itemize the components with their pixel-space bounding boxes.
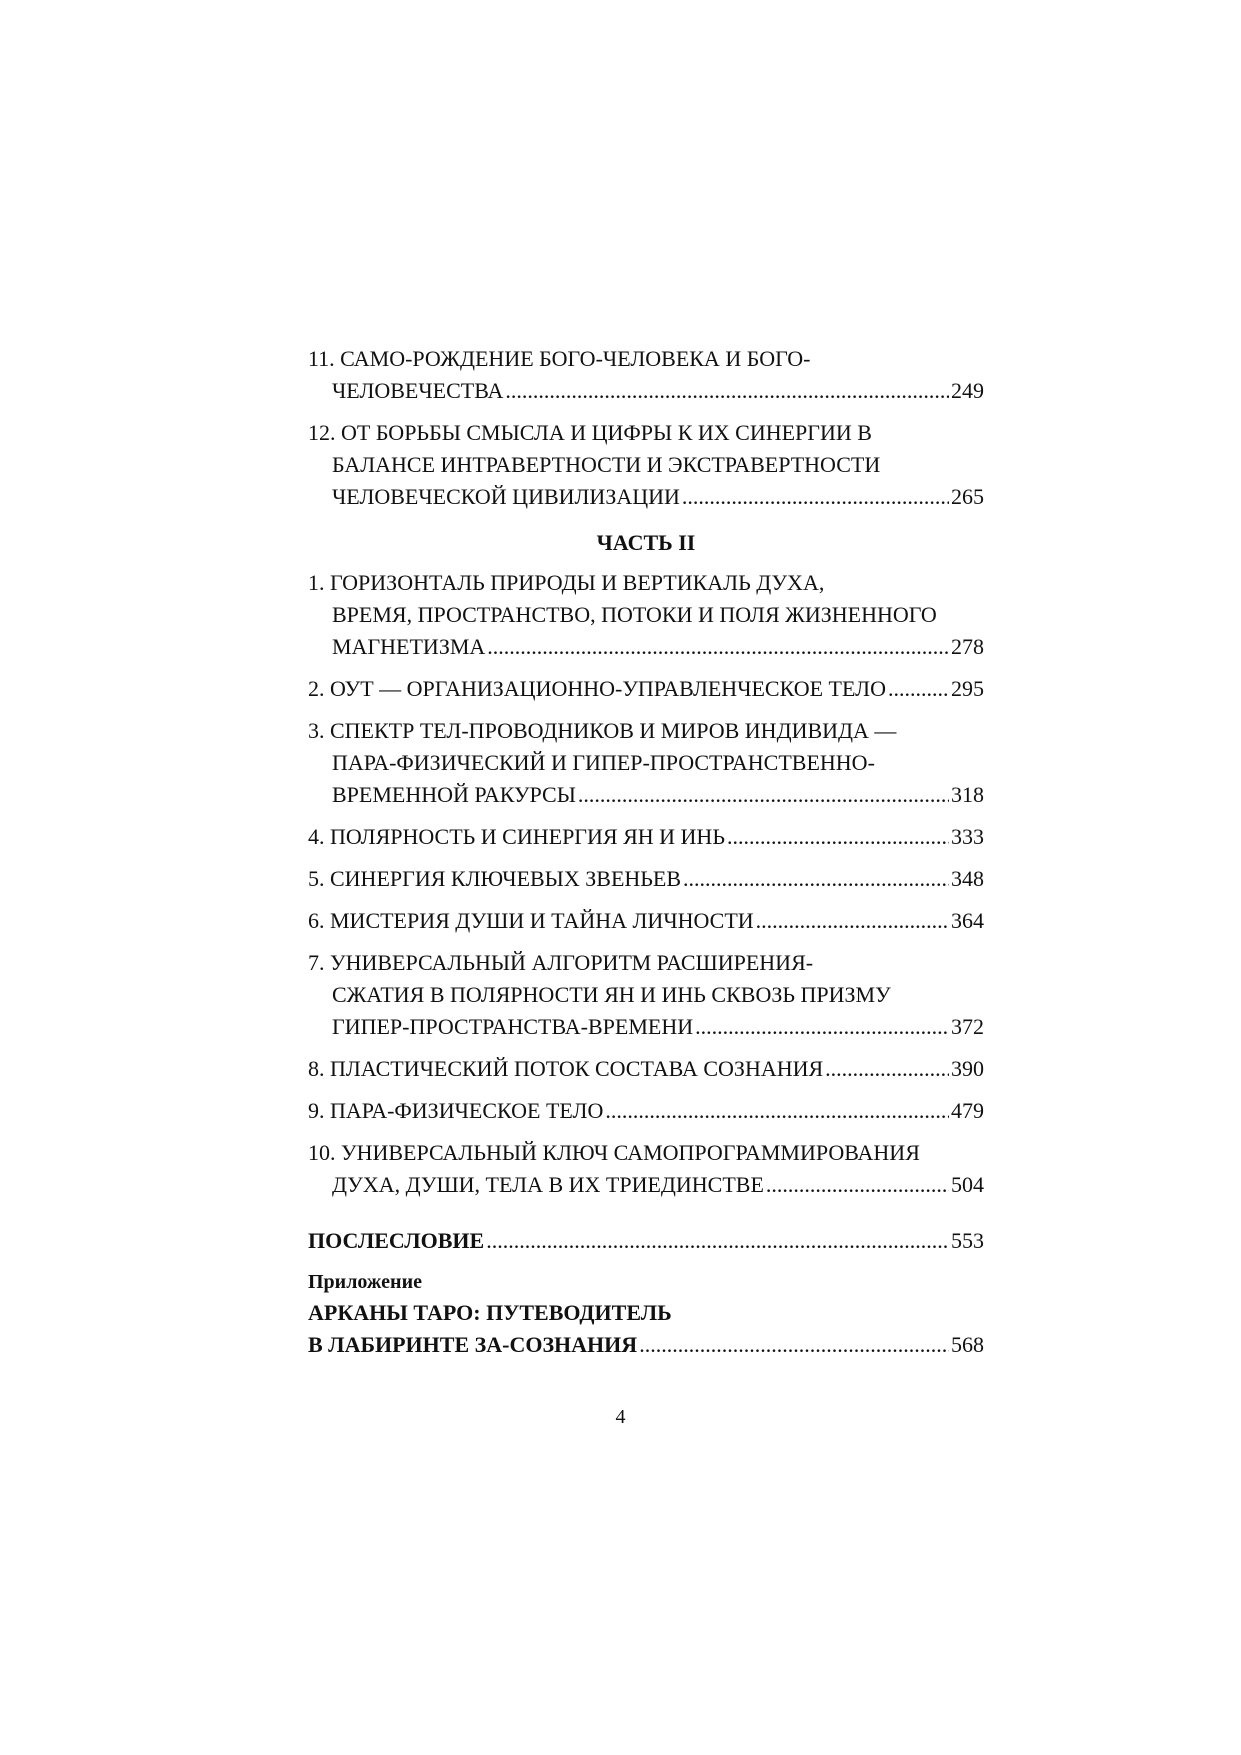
toc-entry-title-end: ЧЕЛОВЕЧЕСКОЙ ЦИВИЛИЗАЦИИ: [332, 484, 680, 509]
toc-entry-final-line: [308, 673, 984, 705]
toc-entry-title-end: ГИПЕР-ПРОСТРАНСТВА-ВРЕМЕНИ: [332, 1014, 694, 1039]
toc-entry[interactable]: [308, 673, 984, 705]
toc-entry-title-end: 4. ПОЛЯРНОСТЬ И СИНЕРГИЯ ЯН И ИНЬ: [308, 824, 725, 849]
toc-entry-line: ПАРА-ФИЗИЧЕСКИЙ И ГИПЕР-ПРОСТРАНСТВЕННО-: [332, 750, 875, 775]
dot-leader: [825, 1053, 949, 1085]
dot-leader: [888, 673, 949, 705]
toc-entry-final-line: [308, 1169, 984, 1201]
toc-entry[interactable]: [308, 1095, 984, 1127]
toc-entry-line: 3. СПЕКТР ТЕЛ-ПРОВОДНИКОВ И МИРОВ ИНДИВИДА —: [308, 718, 897, 743]
dot-leader: [683, 863, 949, 895]
dot-leader: [727, 821, 949, 853]
toc-entry-title-end: ЧЕЛОВЕЧЕСТВА: [332, 378, 504, 403]
dot-leader: [505, 375, 949, 407]
dot-leader: [639, 1329, 949, 1361]
table-of-contents: [308, 343, 984, 1371]
afterword-title: ПОСЛЕСЛОВИЕ: [308, 1228, 485, 1253]
dot-leader: [578, 779, 949, 811]
toc-entry-final-line: [308, 375, 984, 407]
toc-entry[interactable]: [308, 343, 984, 407]
toc-entry-title-end: 9. ПАРА-ФИЗИЧЕСКОЕ ТЕЛО: [308, 1098, 604, 1123]
toc-entry[interactable]: [308, 821, 984, 853]
dot-leader: [487, 631, 949, 663]
toc-entry-line: 10. УНИВЕРСАЛЬНЫЙ КЛЮЧ САМОПРОГРАММИРОВАНИЯ: [308, 1140, 920, 1165]
toc-entry-final-line: [308, 1011, 984, 1043]
toc-entry-line: ВРЕМЯ, ПРОСТРАНСТВО, ПОТОКИ И ПОЛЯ ЖИЗНЕННОГО: [332, 602, 937, 627]
appendix-entry[interactable]: [308, 1267, 984, 1361]
toc-entry-final-line: [308, 1095, 984, 1127]
toc-entry-line: 7. УНИВЕРСАЛЬНЫЙ АЛГОРИТМ РАСШИРЕНИЯ-: [308, 950, 814, 975]
toc-page-number: 348: [951, 866, 984, 891]
part1-tail-list: [308, 343, 984, 513]
toc-page-number: 372: [951, 1014, 984, 1039]
toc-entry-final-line: [308, 821, 984, 853]
toc-page-number: 249: [951, 378, 984, 403]
toc-entry-title-end: 8. ПЛАСТИЧЕСКИЙ ПОТОК СОСТАВА СОЗНАНИЯ: [308, 1056, 824, 1081]
toc-page-number: 265: [951, 484, 984, 509]
toc-entry-line: 11. САМО-РОЖДЕНИЕ БОГО-ЧЕЛОВЕКА И БОГО-: [308, 346, 811, 371]
toc-entry-final-line: [308, 905, 984, 937]
toc-entry-title-end: 5. СИНЕРГИЯ КЛЮЧЕВЫХ ЗВЕНЬЕВ: [308, 866, 682, 891]
toc-entry-final-line: [308, 863, 984, 895]
toc-entry-final-line: [308, 779, 984, 811]
part-heading: ЧАСТЬ II: [596, 530, 696, 555]
toc-entry-final-line: [308, 1329, 984, 1361]
toc-entry-title-end: МАГНЕТИЗМА: [332, 634, 486, 659]
toc-page-number: 504: [951, 1172, 984, 1197]
toc-page-number: 364: [951, 908, 984, 933]
appendix-title-end: В ЛАБИРИНТЕ ЗА-СОЗНАНИЯ: [308, 1332, 638, 1357]
toc-page-number: 390: [951, 1056, 984, 1081]
toc-entry-title-end: ВРЕМЕННОЙ РАКУРСЫ: [332, 782, 576, 807]
toc-page-number: 333: [951, 824, 984, 849]
toc-entry-line: СЖАТИЯ В ПОЛЯРНОСТИ ЯН И ИНЬ СКВОЗЬ ПРИЗМУ: [332, 982, 891, 1007]
toc-page-number: 553: [951, 1228, 984, 1253]
toc-entry-title-end: ДУХА, ДУШИ, ТЕЛА В ИХ ТРИЕДИНСТВЕ: [332, 1172, 764, 1197]
toc-entry[interactable]: [308, 905, 984, 937]
toc-page-number: 278: [951, 634, 984, 659]
part2-list: [308, 567, 984, 1201]
toc-page-number: 479: [951, 1098, 984, 1123]
toc-entry[interactable]: [308, 947, 984, 1043]
toc-page-number: 568: [951, 1332, 984, 1357]
appendix-label: Приложение: [308, 1271, 422, 1293]
toc-entry-final-line: [308, 1053, 984, 1085]
toc-entry[interactable]: [308, 1137, 984, 1201]
toc-entry-final-line: [308, 631, 984, 663]
toc-entry-final-line: [308, 481, 984, 513]
toc-page-number: 295: [951, 676, 984, 701]
afterword-entry[interactable]: [308, 1225, 984, 1257]
dot-leader: [766, 1169, 949, 1201]
toc-entry-line: 12. ОТ БОРЬБЫ СМЫСЛА И ЦИФРЫ К ИХ СИНЕРГИИ В: [308, 420, 872, 445]
toc-entry[interactable]: [308, 417, 984, 513]
toc-entry-title-end: 2. ОУТ — ОРГАНИЗАЦИОННО-УПРАВЛЕНЧЕСКОЕ ТЕЛО: [308, 676, 886, 701]
toc-entry-title-end: 6. МИСТЕРИЯ ДУШИ И ТАЙНА ЛИЧНОСТИ: [308, 908, 754, 933]
toc-entry-line: 1. ГОРИЗОНТАЛЬ ПРИРОДЫ И ВЕРТИКАЛЬ ДУХА,: [308, 570, 825, 595]
dot-leader: [695, 1011, 949, 1043]
dot-leader: [756, 905, 949, 937]
dot-leader: [605, 1095, 949, 1127]
toc-entry-line: БАЛАНСЕ ИНТРАВЕРТНОСТИ И ЭКСТРАВЕРТНОСТИ: [332, 452, 881, 477]
toc-entry[interactable]: [308, 863, 984, 895]
toc-entry-final-line: [308, 1225, 984, 1257]
toc-entry[interactable]: [308, 715, 984, 811]
appendix-title-line: АРКАНЫ ТАРО: ПУТЕВОДИТЕЛЬ: [308, 1300, 672, 1325]
toc-entry[interactable]: [308, 1053, 984, 1085]
toc-entry[interactable]: [308, 567, 984, 663]
toc-page-number: 318: [951, 782, 984, 807]
dot-leader: [486, 1225, 949, 1257]
dot-leader: [682, 481, 949, 513]
page-number: 4: [615, 1406, 626, 1428]
